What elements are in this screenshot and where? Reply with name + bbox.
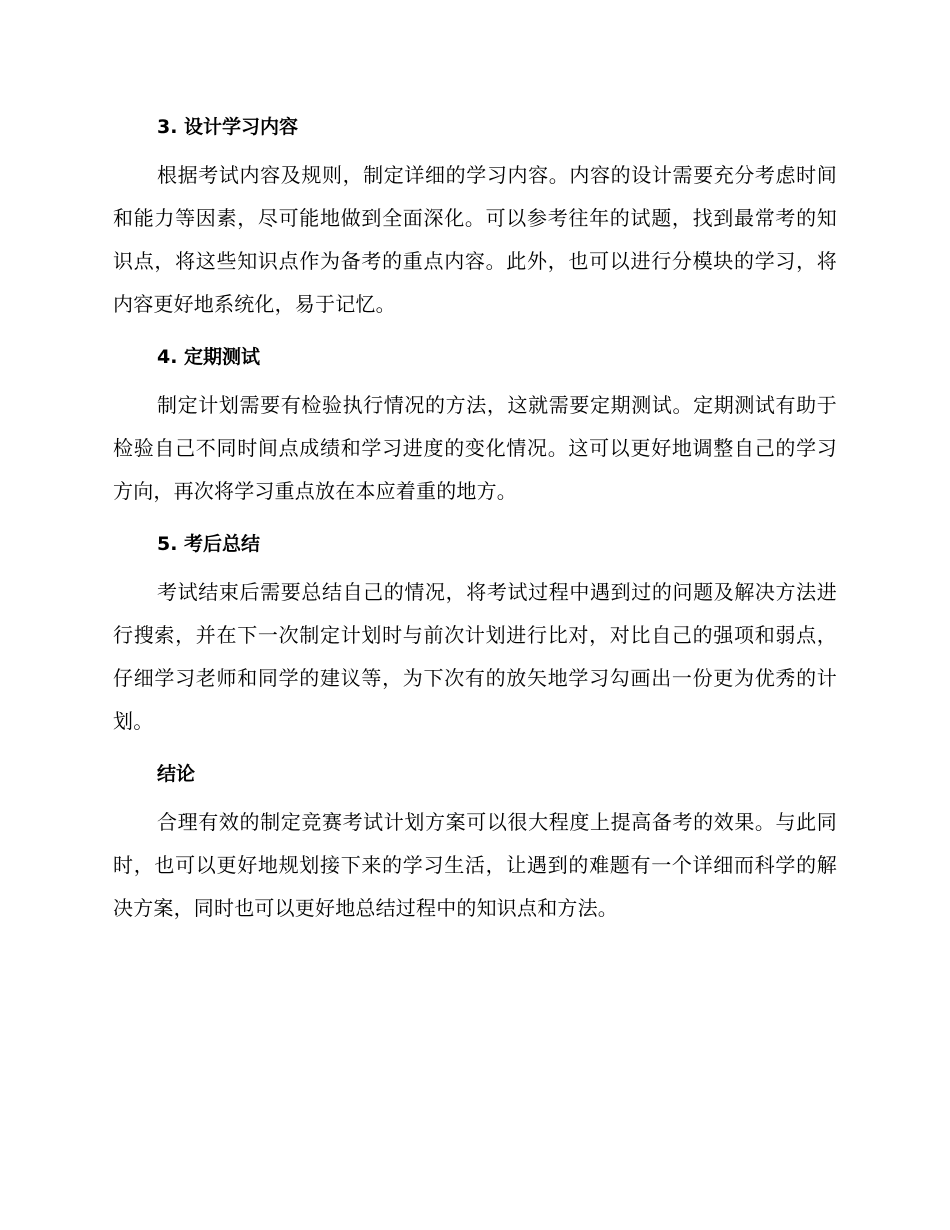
section-post-exam-summary — [113, 525, 837, 743]
section-heading: 5. 考后总结 — [157, 533, 261, 555]
section-paragraph: 制定计划需要有检验执行情况的方法，这就需要定期测试。定期测试有助于检验自己不同时间点成绩和学习进度的变化情况。这可以更好地调整自己的学习方向，再次将学习重点放在本应着重的地方。 — [113, 393, 837, 503]
section-conclusion — [113, 755, 837, 930]
section-heading: 结论 — [157, 763, 196, 785]
section-regular-testing — [113, 338, 837, 513]
document-page — [113, 108, 837, 938]
section-design-learning-content — [113, 108, 837, 326]
section-heading: 4. 定期测试 — [157, 346, 261, 368]
section-paragraph: 考试结束后需要总结自己的情况，将考试过程中遇到过的问题及解决方法进行搜索，并在下一次制定计划时与前次计划进行比对，对比自己的强项和弱点，仔细学习老师和同学的建议等，为下次有的放矢地学习勾画出一份更为优秀的计划。 — [113, 580, 837, 733]
section-paragraph: 合理有效的制定竞赛考试计划方案可以很大程度上提高备考的效果。与此同时，也可以更好地规划接下来的学习生活，让遇到的难题有一个详细而科学的解决方案，同时也可以更好地总结过程中的知识点和方法。 — [113, 810, 837, 920]
section-paragraph: 根据考试内容及规则，制定详细的学习内容。内容的设计需要充分考虑时间和能力等因素，尽可能地做到全面深化。可以参考往年的试题，找到最常考的知识点，将这些知识点作为备考的重点内容。此外，也可以进行分模块的学习，将内容更好地系统化，易于记忆。 — [113, 163, 837, 316]
section-heading: 3. 设计学习内容 — [157, 116, 299, 138]
